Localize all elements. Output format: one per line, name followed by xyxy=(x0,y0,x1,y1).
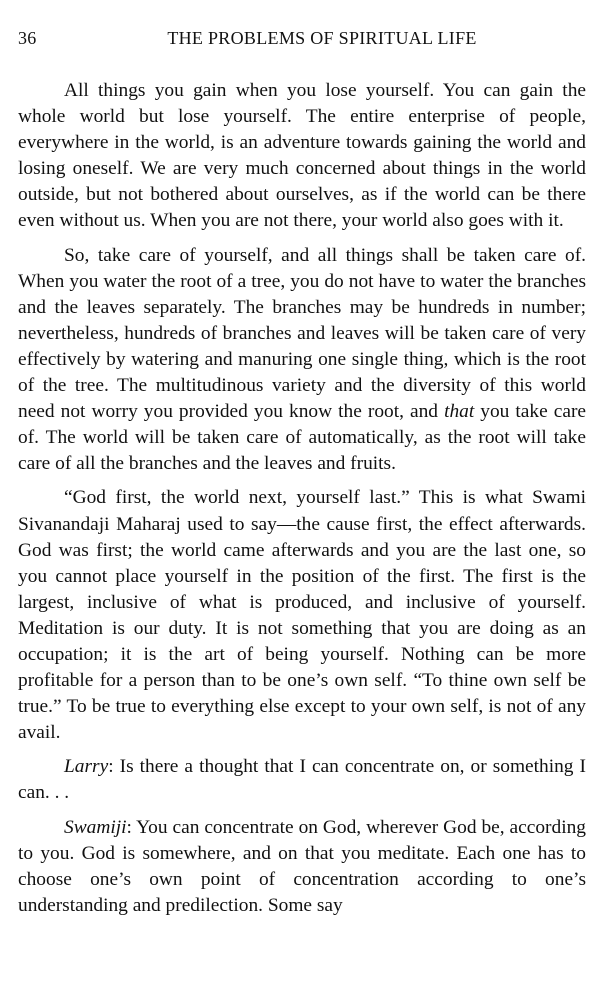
paragraph-text: you take care of. The world will be taken care of automatically, as the root will take care of all the branches and the leaves and fruits. xyxy=(18,401,587,475)
book-title: THE PROBLEMS OF SPIRITUAL LIFE xyxy=(167,28,477,48)
paragraph-2 xyxy=(18,243,586,478)
paragraph-text: “God first, the world next, yourself last.” This is what Swami Sivanandaji Maharaj used to say—the cause first, the effect afterwards. God was first; the world came afterwards and you are the last one, so you cannot place yourself in the position of the first. The first is the largest, inclusive of what is produced, and inclusive of yourself. Meditation is our duty. It is not something that you are doing as an occupation; it is the art of being yourself. Nothing can be more profitable for a person than to be one’s own self. “To thine own self be true.” To be true to everything else except to your own self, is not of any avail. xyxy=(18,487,586,744)
dialogue-text: : You can concentrate on God, wherever God be, according to you. God is somewhere, and on that you meditate. Each one has to choose one’s own point of concentration according to one’s understanding and predilection. Some say xyxy=(18,816,586,916)
running-head xyxy=(18,22,586,52)
paragraph-text: So, take care of yourself, and all things shall be taken care of. When you water the root of a tree, you do not have to water the branches and the leaves separately. The branches may be hundreds in number; nevertheless, hundreds of branches and leaves will be taken care of very effectively by watering and manuring one single thing, which is the root of the tree. The multitudinous variety and the diversity of this world need not worry you provided you know the root, and xyxy=(18,244,586,423)
dialogue-text: : Is there a thought that I can concentrate on, or something I can. . . xyxy=(18,756,586,804)
paragraph-3 xyxy=(18,485,586,746)
body-text xyxy=(18,78,586,919)
paragraph-1 xyxy=(18,78,586,235)
emphasis-word: that xyxy=(444,401,475,423)
dialogue-larry xyxy=(18,754,586,806)
page-number: 36 xyxy=(18,28,37,48)
speaker-name: Swamiji xyxy=(64,816,127,838)
dialogue-swamiji xyxy=(18,815,586,919)
speaker-name: Larry xyxy=(64,756,109,778)
paragraph-text: All things you gain when you lose yourself. You can gain the whole world but lose yourself. The entire enterprise of people, everywhere in the world, is an adventure towards gaining the world and losing oneself. We are very much concerned about things in the world outside, but not bothered about ourselves, as if the world can be there even without us. When you are not there, your world also goes with it. xyxy=(18,80,586,232)
